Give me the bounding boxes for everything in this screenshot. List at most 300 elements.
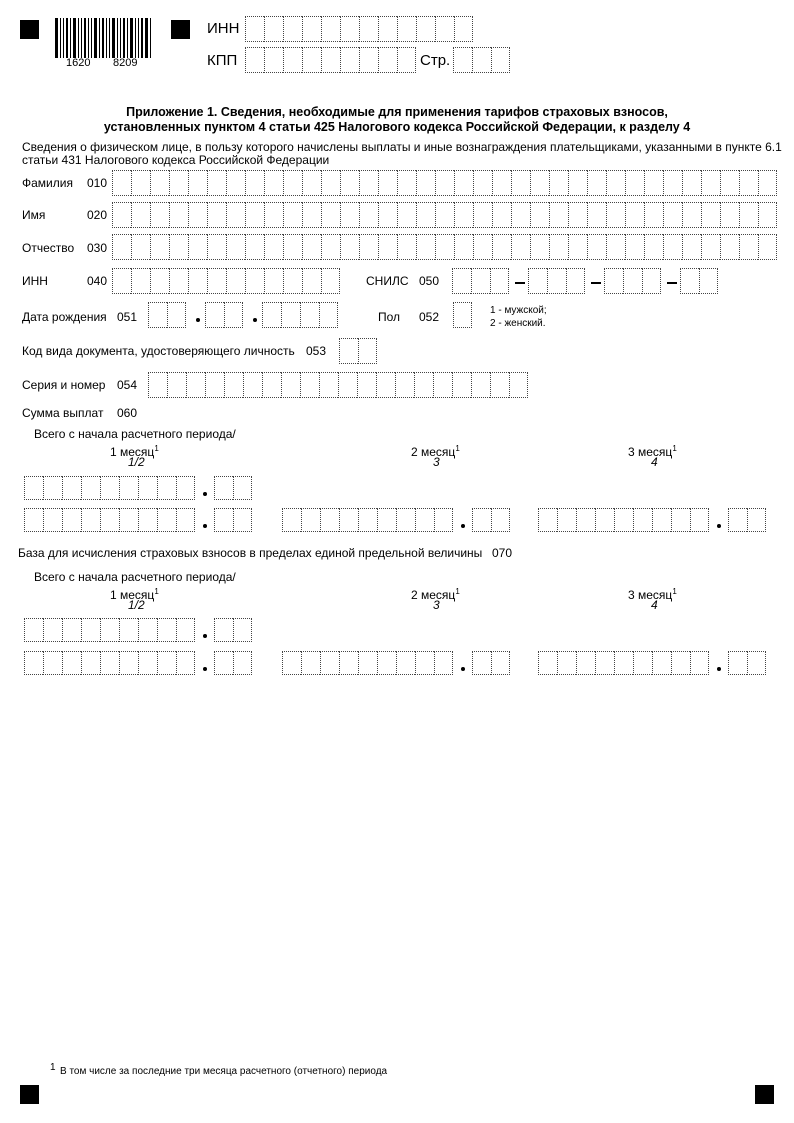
comb-cell[interactable] bbox=[606, 234, 625, 260]
comb-cell[interactable] bbox=[357, 372, 376, 398]
comb-cell[interactable] bbox=[509, 372, 528, 398]
comb-cell[interactable] bbox=[377, 651, 396, 675]
patronymic-field[interactable] bbox=[112, 234, 777, 260]
comb-cell[interactable] bbox=[169, 268, 188, 294]
comb-cell[interactable] bbox=[530, 202, 549, 228]
comb-cell[interactable] bbox=[568, 234, 587, 260]
comb-cell[interactable] bbox=[205, 302, 224, 328]
comb-cell[interactable] bbox=[758, 234, 777, 260]
comb-cell[interactable] bbox=[473, 170, 492, 196]
comb-cell[interactable] bbox=[24, 476, 43, 500]
comb-cell[interactable] bbox=[576, 508, 595, 532]
comb-cell[interactable] bbox=[416, 16, 435, 42]
snils-field-part-1[interactable] bbox=[452, 268, 509, 294]
comb-cell[interactable] bbox=[301, 508, 320, 532]
comb-cell[interactable] bbox=[340, 170, 359, 196]
comb-cell[interactable] bbox=[644, 234, 663, 260]
comb-cell[interactable] bbox=[300, 302, 319, 328]
comb-cell[interactable] bbox=[283, 47, 302, 73]
comb-cell[interactable] bbox=[24, 508, 43, 532]
comb-cell[interactable] bbox=[491, 651, 510, 675]
comb-cell[interactable] bbox=[652, 651, 671, 675]
base-month-3-kopecks-field[interactable] bbox=[728, 651, 766, 675]
comb-cell[interactable] bbox=[131, 170, 150, 196]
comb-cell[interactable] bbox=[397, 16, 416, 42]
comb-cell[interactable] bbox=[549, 202, 568, 228]
comb-cell[interactable] bbox=[549, 170, 568, 196]
comb-cell[interactable] bbox=[671, 651, 690, 675]
comb-cell[interactable] bbox=[214, 508, 233, 532]
comb-cell[interactable] bbox=[245, 202, 264, 228]
comb-cell[interactable] bbox=[226, 202, 245, 228]
comb-cell[interactable] bbox=[131, 202, 150, 228]
comb-cell[interactable] bbox=[283, 202, 302, 228]
comb-cell[interactable] bbox=[416, 234, 435, 260]
comb-cell[interactable] bbox=[490, 372, 509, 398]
comb-cell[interactable] bbox=[226, 268, 245, 294]
comb-cell[interactable] bbox=[454, 234, 473, 260]
surname-field[interactable] bbox=[112, 170, 777, 196]
comb-cell[interactable] bbox=[319, 302, 338, 328]
comb-cell[interactable] bbox=[491, 508, 510, 532]
comb-cell[interactable] bbox=[321, 16, 340, 42]
payments-month-1-kopecks-field[interactable] bbox=[214, 508, 252, 532]
comb-cell[interactable] bbox=[100, 618, 119, 642]
comb-cell[interactable] bbox=[301, 651, 320, 675]
comb-cell[interactable] bbox=[595, 508, 614, 532]
comb-cell[interactable] bbox=[62, 508, 81, 532]
comb-cell[interactable] bbox=[148, 302, 167, 328]
comb-cell[interactable] bbox=[176, 476, 195, 500]
comb-cell[interactable] bbox=[321, 268, 340, 294]
comb-cell[interactable] bbox=[644, 202, 663, 228]
comb-cell[interactable] bbox=[473, 202, 492, 228]
payments-month-3-kopecks-field[interactable] bbox=[728, 508, 766, 532]
comb-cell[interactable] bbox=[623, 268, 642, 294]
comb-cell[interactable] bbox=[245, 16, 264, 42]
comb-cell[interactable] bbox=[415, 508, 434, 532]
comb-cell[interactable] bbox=[472, 508, 491, 532]
comb-cell[interactable] bbox=[576, 651, 595, 675]
header-inn-field[interactable] bbox=[245, 16, 473, 42]
comb-cell[interactable] bbox=[207, 234, 226, 260]
comb-cell[interactable] bbox=[699, 268, 718, 294]
payments-month-2-rubles-field[interactable] bbox=[282, 508, 453, 532]
comb-cell[interactable] bbox=[112, 170, 131, 196]
comb-cell[interactable] bbox=[100, 508, 119, 532]
comb-cell[interactable] bbox=[416, 202, 435, 228]
comb-cell[interactable] bbox=[614, 651, 633, 675]
comb-cell[interactable] bbox=[758, 170, 777, 196]
comb-cell[interactable] bbox=[682, 170, 701, 196]
comb-cell[interactable] bbox=[701, 170, 720, 196]
comb-cell[interactable] bbox=[262, 372, 281, 398]
comb-cell[interactable] bbox=[281, 372, 300, 398]
comb-cell[interactable] bbox=[359, 170, 378, 196]
comb-cell[interactable] bbox=[319, 372, 338, 398]
comb-cell[interactable] bbox=[43, 476, 62, 500]
comb-cell[interactable] bbox=[283, 16, 302, 42]
comb-cell[interactable] bbox=[169, 234, 188, 260]
comb-cell[interactable] bbox=[378, 170, 397, 196]
comb-cell[interactable] bbox=[302, 202, 321, 228]
base-total-kopecks-field[interactable] bbox=[214, 618, 252, 642]
comb-cell[interactable] bbox=[283, 234, 302, 260]
comb-cell[interactable] bbox=[682, 234, 701, 260]
base-month-3-rubles-field[interactable] bbox=[538, 651, 709, 675]
comb-cell[interactable] bbox=[452, 372, 471, 398]
comb-cell[interactable] bbox=[264, 202, 283, 228]
comb-cell[interactable] bbox=[378, 234, 397, 260]
comb-cell[interactable] bbox=[625, 170, 644, 196]
comb-cell[interactable] bbox=[557, 508, 576, 532]
comb-cell[interactable] bbox=[720, 170, 739, 196]
comb-cell[interactable] bbox=[150, 234, 169, 260]
comb-cell[interactable] bbox=[397, 170, 416, 196]
comb-cell[interactable] bbox=[397, 234, 416, 260]
comb-cell[interactable] bbox=[302, 268, 321, 294]
comb-cell[interactable] bbox=[264, 234, 283, 260]
comb-cell[interactable] bbox=[492, 170, 511, 196]
comb-cell[interactable] bbox=[511, 234, 530, 260]
comb-cell[interactable] bbox=[207, 268, 226, 294]
comb-cell[interactable] bbox=[283, 170, 302, 196]
comb-cell[interactable] bbox=[169, 202, 188, 228]
comb-cell[interactable] bbox=[138, 618, 157, 642]
comb-cell[interactable] bbox=[359, 202, 378, 228]
comb-cell[interactable] bbox=[245, 170, 264, 196]
comb-cell[interactable] bbox=[131, 268, 150, 294]
comb-cell[interactable] bbox=[491, 47, 510, 73]
comb-cell[interactable] bbox=[112, 268, 131, 294]
comb-cell[interactable] bbox=[264, 268, 283, 294]
comb-cell[interactable] bbox=[245, 47, 264, 73]
comb-cell[interactable] bbox=[150, 170, 169, 196]
comb-cell[interactable] bbox=[24, 651, 43, 675]
comb-cell[interactable] bbox=[747, 651, 766, 675]
comb-cell[interactable] bbox=[472, 47, 491, 73]
comb-cell[interactable] bbox=[378, 16, 397, 42]
comb-cell[interactable] bbox=[131, 234, 150, 260]
comb-cell[interactable] bbox=[595, 651, 614, 675]
comb-cell[interactable] bbox=[167, 372, 186, 398]
comb-cell[interactable] bbox=[214, 476, 233, 500]
comb-cell[interactable] bbox=[81, 476, 100, 500]
comb-cell[interactable] bbox=[81, 618, 100, 642]
snils-field-part-2[interactable] bbox=[528, 268, 585, 294]
comb-cell[interactable] bbox=[264, 16, 283, 42]
comb-cell[interactable] bbox=[739, 234, 758, 260]
comb-cell[interactable] bbox=[663, 234, 682, 260]
comb-cell[interactable] bbox=[701, 234, 720, 260]
comb-cell[interactable] bbox=[511, 202, 530, 228]
comb-cell[interactable] bbox=[243, 372, 262, 398]
comb-cell[interactable] bbox=[148, 372, 167, 398]
comb-cell[interactable] bbox=[492, 202, 511, 228]
comb-cell[interactable] bbox=[728, 651, 747, 675]
payments-month-2-kopecks-field[interactable] bbox=[472, 508, 510, 532]
comb-cell[interactable] bbox=[262, 302, 281, 328]
comb-cell[interactable] bbox=[226, 234, 245, 260]
comb-cell[interactable] bbox=[338, 372, 357, 398]
comb-cell[interactable] bbox=[62, 476, 81, 500]
comb-cell[interactable] bbox=[233, 476, 252, 500]
comb-cell[interactable] bbox=[614, 508, 633, 532]
comb-cell[interactable] bbox=[530, 170, 549, 196]
comb-cell[interactable] bbox=[138, 651, 157, 675]
comb-cell[interactable] bbox=[176, 651, 195, 675]
comb-cell[interactable] bbox=[233, 508, 252, 532]
comb-cell[interactable] bbox=[471, 268, 490, 294]
comb-cell[interactable] bbox=[358, 508, 377, 532]
comb-cell[interactable] bbox=[633, 508, 652, 532]
comb-cell[interactable] bbox=[511, 170, 530, 196]
comb-cell[interactable] bbox=[359, 16, 378, 42]
comb-cell[interactable] bbox=[24, 618, 43, 642]
comb-cell[interactable] bbox=[157, 476, 176, 500]
comb-cell[interactable] bbox=[302, 16, 321, 42]
comb-cell[interactable] bbox=[100, 651, 119, 675]
comb-cell[interactable] bbox=[157, 651, 176, 675]
comb-cell[interactable] bbox=[320, 651, 339, 675]
comb-cell[interactable] bbox=[663, 170, 682, 196]
comb-cell[interactable] bbox=[43, 508, 62, 532]
header-kpp-field[interactable] bbox=[245, 47, 416, 73]
comb-cell[interactable] bbox=[245, 234, 264, 260]
comb-cell[interactable] bbox=[81, 508, 100, 532]
comb-cell[interactable] bbox=[530, 234, 549, 260]
comb-cell[interactable] bbox=[169, 170, 188, 196]
comb-cell[interactable] bbox=[671, 508, 690, 532]
comb-cell[interactable] bbox=[233, 618, 252, 642]
base-month-1-rubles-field[interactable] bbox=[24, 651, 195, 675]
comb-cell[interactable] bbox=[490, 268, 509, 294]
doc-type-field[interactable] bbox=[339, 338, 377, 364]
inn-field[interactable] bbox=[112, 268, 340, 294]
comb-cell[interactable] bbox=[150, 202, 169, 228]
comb-cell[interactable] bbox=[416, 170, 435, 196]
comb-cell[interactable] bbox=[452, 268, 471, 294]
comb-cell[interactable] bbox=[454, 16, 473, 42]
comb-cell[interactable] bbox=[587, 234, 606, 260]
comb-cell[interactable] bbox=[119, 476, 138, 500]
comb-cell[interactable] bbox=[100, 476, 119, 500]
comb-cell[interactable] bbox=[358, 338, 377, 364]
comb-cell[interactable] bbox=[188, 202, 207, 228]
comb-cell[interactable] bbox=[472, 651, 491, 675]
comb-cell[interactable] bbox=[188, 170, 207, 196]
comb-cell[interactable] bbox=[739, 170, 758, 196]
comb-cell[interactable] bbox=[606, 202, 625, 228]
comb-cell[interactable] bbox=[233, 651, 252, 675]
comb-cell[interactable] bbox=[633, 651, 652, 675]
comb-cell[interactable] bbox=[396, 651, 415, 675]
comb-cell[interactable] bbox=[320, 508, 339, 532]
birth-day-field[interactable] bbox=[148, 302, 186, 328]
comb-cell[interactable] bbox=[188, 234, 207, 260]
comb-cell[interactable] bbox=[396, 508, 415, 532]
comb-cell[interactable] bbox=[435, 202, 454, 228]
birth-month-field[interactable] bbox=[205, 302, 243, 328]
comb-cell[interactable] bbox=[207, 202, 226, 228]
comb-cell[interactable] bbox=[43, 651, 62, 675]
base-total-rubles-field[interactable] bbox=[24, 618, 195, 642]
comb-cell[interactable] bbox=[339, 508, 358, 532]
comb-cell[interactable] bbox=[214, 651, 233, 675]
comb-cell[interactable] bbox=[663, 202, 682, 228]
comb-cell[interactable] bbox=[359, 47, 378, 73]
comb-cell[interactable] bbox=[434, 651, 453, 675]
comb-cell[interactable] bbox=[568, 170, 587, 196]
comb-cell[interactable] bbox=[690, 508, 709, 532]
comb-cell[interactable] bbox=[321, 202, 340, 228]
comb-cell[interactable] bbox=[538, 508, 557, 532]
name-field[interactable] bbox=[112, 202, 777, 228]
comb-cell[interactable] bbox=[435, 234, 454, 260]
comb-cell[interactable] bbox=[340, 47, 359, 73]
comb-cell[interactable] bbox=[302, 234, 321, 260]
comb-cell[interactable] bbox=[119, 508, 138, 532]
comb-cell[interactable] bbox=[138, 476, 157, 500]
comb-cell[interactable] bbox=[395, 372, 414, 398]
comb-cell[interactable] bbox=[112, 234, 131, 260]
comb-cell[interactable] bbox=[359, 234, 378, 260]
comb-cell[interactable] bbox=[62, 618, 81, 642]
comb-cell[interactable] bbox=[414, 372, 433, 398]
comb-cell[interactable] bbox=[376, 372, 395, 398]
comb-cell[interactable] bbox=[321, 170, 340, 196]
series-number-field[interactable] bbox=[148, 372, 528, 398]
comb-cell[interactable] bbox=[264, 47, 283, 73]
comb-cell[interactable] bbox=[62, 651, 81, 675]
comb-cell[interactable] bbox=[473, 234, 492, 260]
comb-cell[interactable] bbox=[176, 618, 195, 642]
comb-cell[interactable] bbox=[528, 268, 547, 294]
comb-cell[interactable] bbox=[549, 234, 568, 260]
comb-cell[interactable] bbox=[557, 651, 576, 675]
comb-cell[interactable] bbox=[701, 202, 720, 228]
payments-month-1-rubles-field[interactable] bbox=[24, 508, 195, 532]
comb-cell[interactable] bbox=[566, 268, 585, 294]
comb-cell[interactable] bbox=[747, 508, 766, 532]
comb-cell[interactable] bbox=[150, 268, 169, 294]
payments-total-rubles-field[interactable] bbox=[24, 476, 195, 500]
comb-cell[interactable] bbox=[340, 202, 359, 228]
header-page-field[interactable] bbox=[453, 47, 510, 73]
snils-field-part-3[interactable] bbox=[604, 268, 661, 294]
comb-cell[interactable] bbox=[606, 170, 625, 196]
comb-cell[interactable] bbox=[720, 202, 739, 228]
comb-cell[interactable] bbox=[378, 202, 397, 228]
comb-cell[interactable] bbox=[435, 170, 454, 196]
comb-cell[interactable] bbox=[340, 234, 359, 260]
comb-cell[interactable] bbox=[433, 372, 452, 398]
comb-cell[interactable] bbox=[207, 170, 226, 196]
comb-cell[interactable] bbox=[652, 508, 671, 532]
comb-cell[interactable] bbox=[321, 47, 340, 73]
comb-cell[interactable] bbox=[112, 202, 131, 228]
comb-cell[interactable] bbox=[302, 47, 321, 73]
comb-cell[interactable] bbox=[282, 651, 301, 675]
comb-cell[interactable] bbox=[434, 508, 453, 532]
comb-cell[interactable] bbox=[188, 268, 207, 294]
comb-cell[interactable] bbox=[377, 508, 396, 532]
comb-cell[interactable] bbox=[245, 268, 264, 294]
comb-cell[interactable] bbox=[176, 508, 195, 532]
base-month-2-rubles-field[interactable] bbox=[282, 651, 453, 675]
comb-cell[interactable] bbox=[397, 202, 416, 228]
comb-cell[interactable] bbox=[81, 651, 100, 675]
comb-cell[interactable] bbox=[587, 202, 606, 228]
comb-cell[interactable] bbox=[453, 47, 472, 73]
comb-cell[interactable] bbox=[339, 651, 358, 675]
comb-cell[interactable] bbox=[538, 651, 557, 675]
comb-cell[interactable] bbox=[547, 268, 566, 294]
comb-cell[interactable] bbox=[340, 16, 359, 42]
comb-cell[interactable] bbox=[205, 372, 224, 398]
comb-cell[interactable] bbox=[397, 47, 416, 73]
comb-cell[interactable] bbox=[224, 302, 243, 328]
comb-cell[interactable] bbox=[167, 302, 186, 328]
comb-cell[interactable] bbox=[644, 170, 663, 196]
comb-cell[interactable] bbox=[604, 268, 623, 294]
base-month-1-kopecks-field[interactable] bbox=[214, 651, 252, 675]
comb-cell[interactable] bbox=[283, 268, 302, 294]
comb-cell[interactable] bbox=[138, 508, 157, 532]
comb-cell[interactable] bbox=[186, 372, 205, 398]
comb-cell[interactable] bbox=[758, 202, 777, 228]
comb-cell[interactable] bbox=[282, 508, 301, 532]
comb-cell[interactable] bbox=[680, 268, 699, 294]
comb-cell[interactable] bbox=[739, 202, 758, 228]
base-month-2-kopecks-field[interactable] bbox=[472, 651, 510, 675]
comb-cell[interactable] bbox=[224, 372, 243, 398]
comb-cell[interactable] bbox=[264, 170, 283, 196]
comb-cell[interactable] bbox=[415, 651, 434, 675]
comb-cell[interactable] bbox=[214, 618, 233, 642]
comb-cell[interactable] bbox=[471, 372, 490, 398]
comb-cell[interactable] bbox=[625, 234, 644, 260]
birth-year-field[interactable] bbox=[262, 302, 338, 328]
comb-cell[interactable] bbox=[454, 202, 473, 228]
payments-total-kopecks-field[interactable] bbox=[214, 476, 252, 500]
comb-cell[interactable] bbox=[492, 234, 511, 260]
comb-cell[interactable] bbox=[358, 651, 377, 675]
comb-cell[interactable] bbox=[690, 651, 709, 675]
snils-field-part-4[interactable] bbox=[680, 268, 718, 294]
comb-cell[interactable] bbox=[454, 170, 473, 196]
comb-cell[interactable] bbox=[587, 170, 606, 196]
comb-cell[interactable] bbox=[157, 618, 176, 642]
sex-field[interactable] bbox=[453, 302, 472, 328]
comb-cell[interactable] bbox=[43, 618, 62, 642]
comb-cell[interactable] bbox=[281, 302, 300, 328]
comb-cell[interactable] bbox=[720, 234, 739, 260]
payments-month-3-rubles-field[interactable] bbox=[538, 508, 709, 532]
comb-cell[interactable] bbox=[300, 372, 319, 398]
comb-cell[interactable] bbox=[728, 508, 747, 532]
comb-cell[interactable] bbox=[642, 268, 661, 294]
comb-cell[interactable] bbox=[435, 16, 454, 42]
comb-cell[interactable] bbox=[378, 47, 397, 73]
comb-cell[interactable] bbox=[226, 170, 245, 196]
comb-cell[interactable] bbox=[682, 202, 701, 228]
comb-cell[interactable] bbox=[339, 338, 358, 364]
comb-cell[interactable] bbox=[157, 508, 176, 532]
comb-cell[interactable] bbox=[321, 234, 340, 260]
comb-cell[interactable] bbox=[302, 170, 321, 196]
comb-cell[interactable] bbox=[568, 202, 587, 228]
